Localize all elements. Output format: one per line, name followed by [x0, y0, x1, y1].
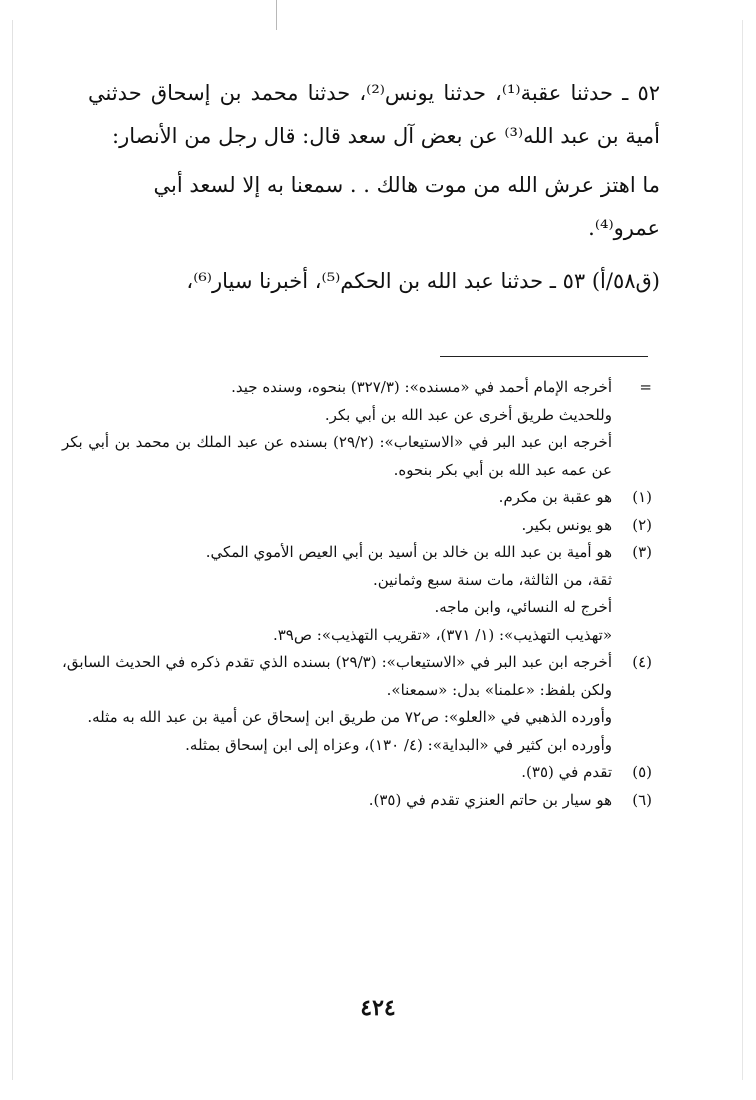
footnote-5	[62, 759, 652, 787]
footnote-2	[62, 512, 652, 540]
footnote-4	[62, 649, 652, 759]
page-number: ٤٢٤	[360, 995, 396, 1021]
footnote-body	[62, 539, 612, 649]
footnote-body	[62, 649, 612, 759]
hadith-53-start: (ق٥٨/أ) ٥٣ ـ حدثنا عبد الله بن الحكم⁽⁵⁾، أخبرنا سيار⁽⁶⁾،	[186, 269, 660, 293]
footnote-line: هو سيار بن حاتم العنزي تقدم في (٣٥).	[368, 790, 612, 809]
footnote-line: أخرجه الإمام أحمد في «مسنده»: (٣٢٧/٣) بنحوه، وسنده جيد.	[231, 378, 612, 396]
footnote-line: هو عقبة بن مكرم.	[498, 488, 612, 506]
footnote-line: وللحديث طريق أخرى عن عبد الله بن أبي بكر.	[324, 405, 612, 424]
footnote-number: (٣)	[632, 543, 652, 561]
footnote-number: (٢)	[632, 515, 652, 534]
hadith-52: ٥٢ ـ حدثنا عقبة⁽¹⁾، حدثنا يونس⁽²⁾، حدثنا محمد بن إسحاق حدثني أمية بن عبد الله⁽³⁾ عن بعض آل سعد قال: قال رجل من الأنصار:	[88, 81, 661, 148]
footnote-6	[62, 787, 652, 815]
footnote-continued	[62, 374, 652, 484]
footnote-line: تقدم في (٣٥).	[521, 763, 612, 781]
footnote-number: (١)	[632, 488, 652, 506]
footnote-number: (٦)	[632, 790, 652, 809]
footnote-number: (٥)	[632, 763, 652, 781]
footnote-line: وأورده ابن كثير في «البداية»: (٤/ ١٣٠)، وعزاه إلى ابن إسحاق بمثله.	[185, 735, 612, 754]
scan-artifact-left	[12, 20, 13, 1080]
footnote-line: هو أمية بن عبد الله بن خالد بن أسيد بن أبي العيص الأموي المكي.	[205, 543, 612, 561]
footnote-body	[62, 787, 612, 815]
footnote-number: (٤)	[632, 653, 652, 671]
poem-verse: ما اهتز عرش الله من موت هالك . . سمعنا به إلا لسعد أبي عمرو⁽⁴⁾.	[153, 173, 660, 240]
footnote-line: أخرج له النسائي، وابن ماجه.	[434, 598, 612, 616]
footnote-3	[62, 539, 652, 649]
footnote-separator	[440, 356, 648, 357]
footnote-body	[62, 759, 612, 787]
footnote-body	[62, 484, 612, 512]
footnote-line: أخرجه ابن عبد البر في «الاستيعاب»: (٢٩/٢) بسنده عن عبد الملك بن محمد بن أبي بكر عن عمه عبد الله بن أبي بكر بنحوه.	[62, 433, 612, 479]
footnote-line: أخرجه ابن عبد البر في «الاستيعاب»: (٢٩/٣) بسنده الذي تقدم ذكره في الحديث السابق، ولكن بلفظ: «علمنا» بدل: «سمعنا».	[62, 653, 612, 699]
footnote-body	[62, 512, 612, 540]
footnotes	[62, 374, 652, 814]
main-text	[88, 72, 660, 303]
scan-artifact-right	[742, 20, 743, 1080]
footnote-continued-marker: =	[639, 378, 652, 396]
footnote-continued-body	[62, 374, 612, 484]
footnote-line: ثقة، من الثالثة، مات سنة سبع وثمانين.	[372, 570, 612, 589]
scan-artifact-top	[276, 0, 277, 30]
footnote-line: «تهذيب التهذيب»: (١/ ٣٧١)، «تقريب التهذيب»: ص٣٩.	[272, 625, 612, 644]
footnote-line: وأورده الذهبي في «العلو»: ص٧٢ من طريق ابن إسحاق عن أمية بن عبد الله به مثله.	[87, 708, 612, 726]
footnote-line: هو يونس بكير.	[521, 515, 612, 534]
footnote-1	[62, 484, 652, 512]
